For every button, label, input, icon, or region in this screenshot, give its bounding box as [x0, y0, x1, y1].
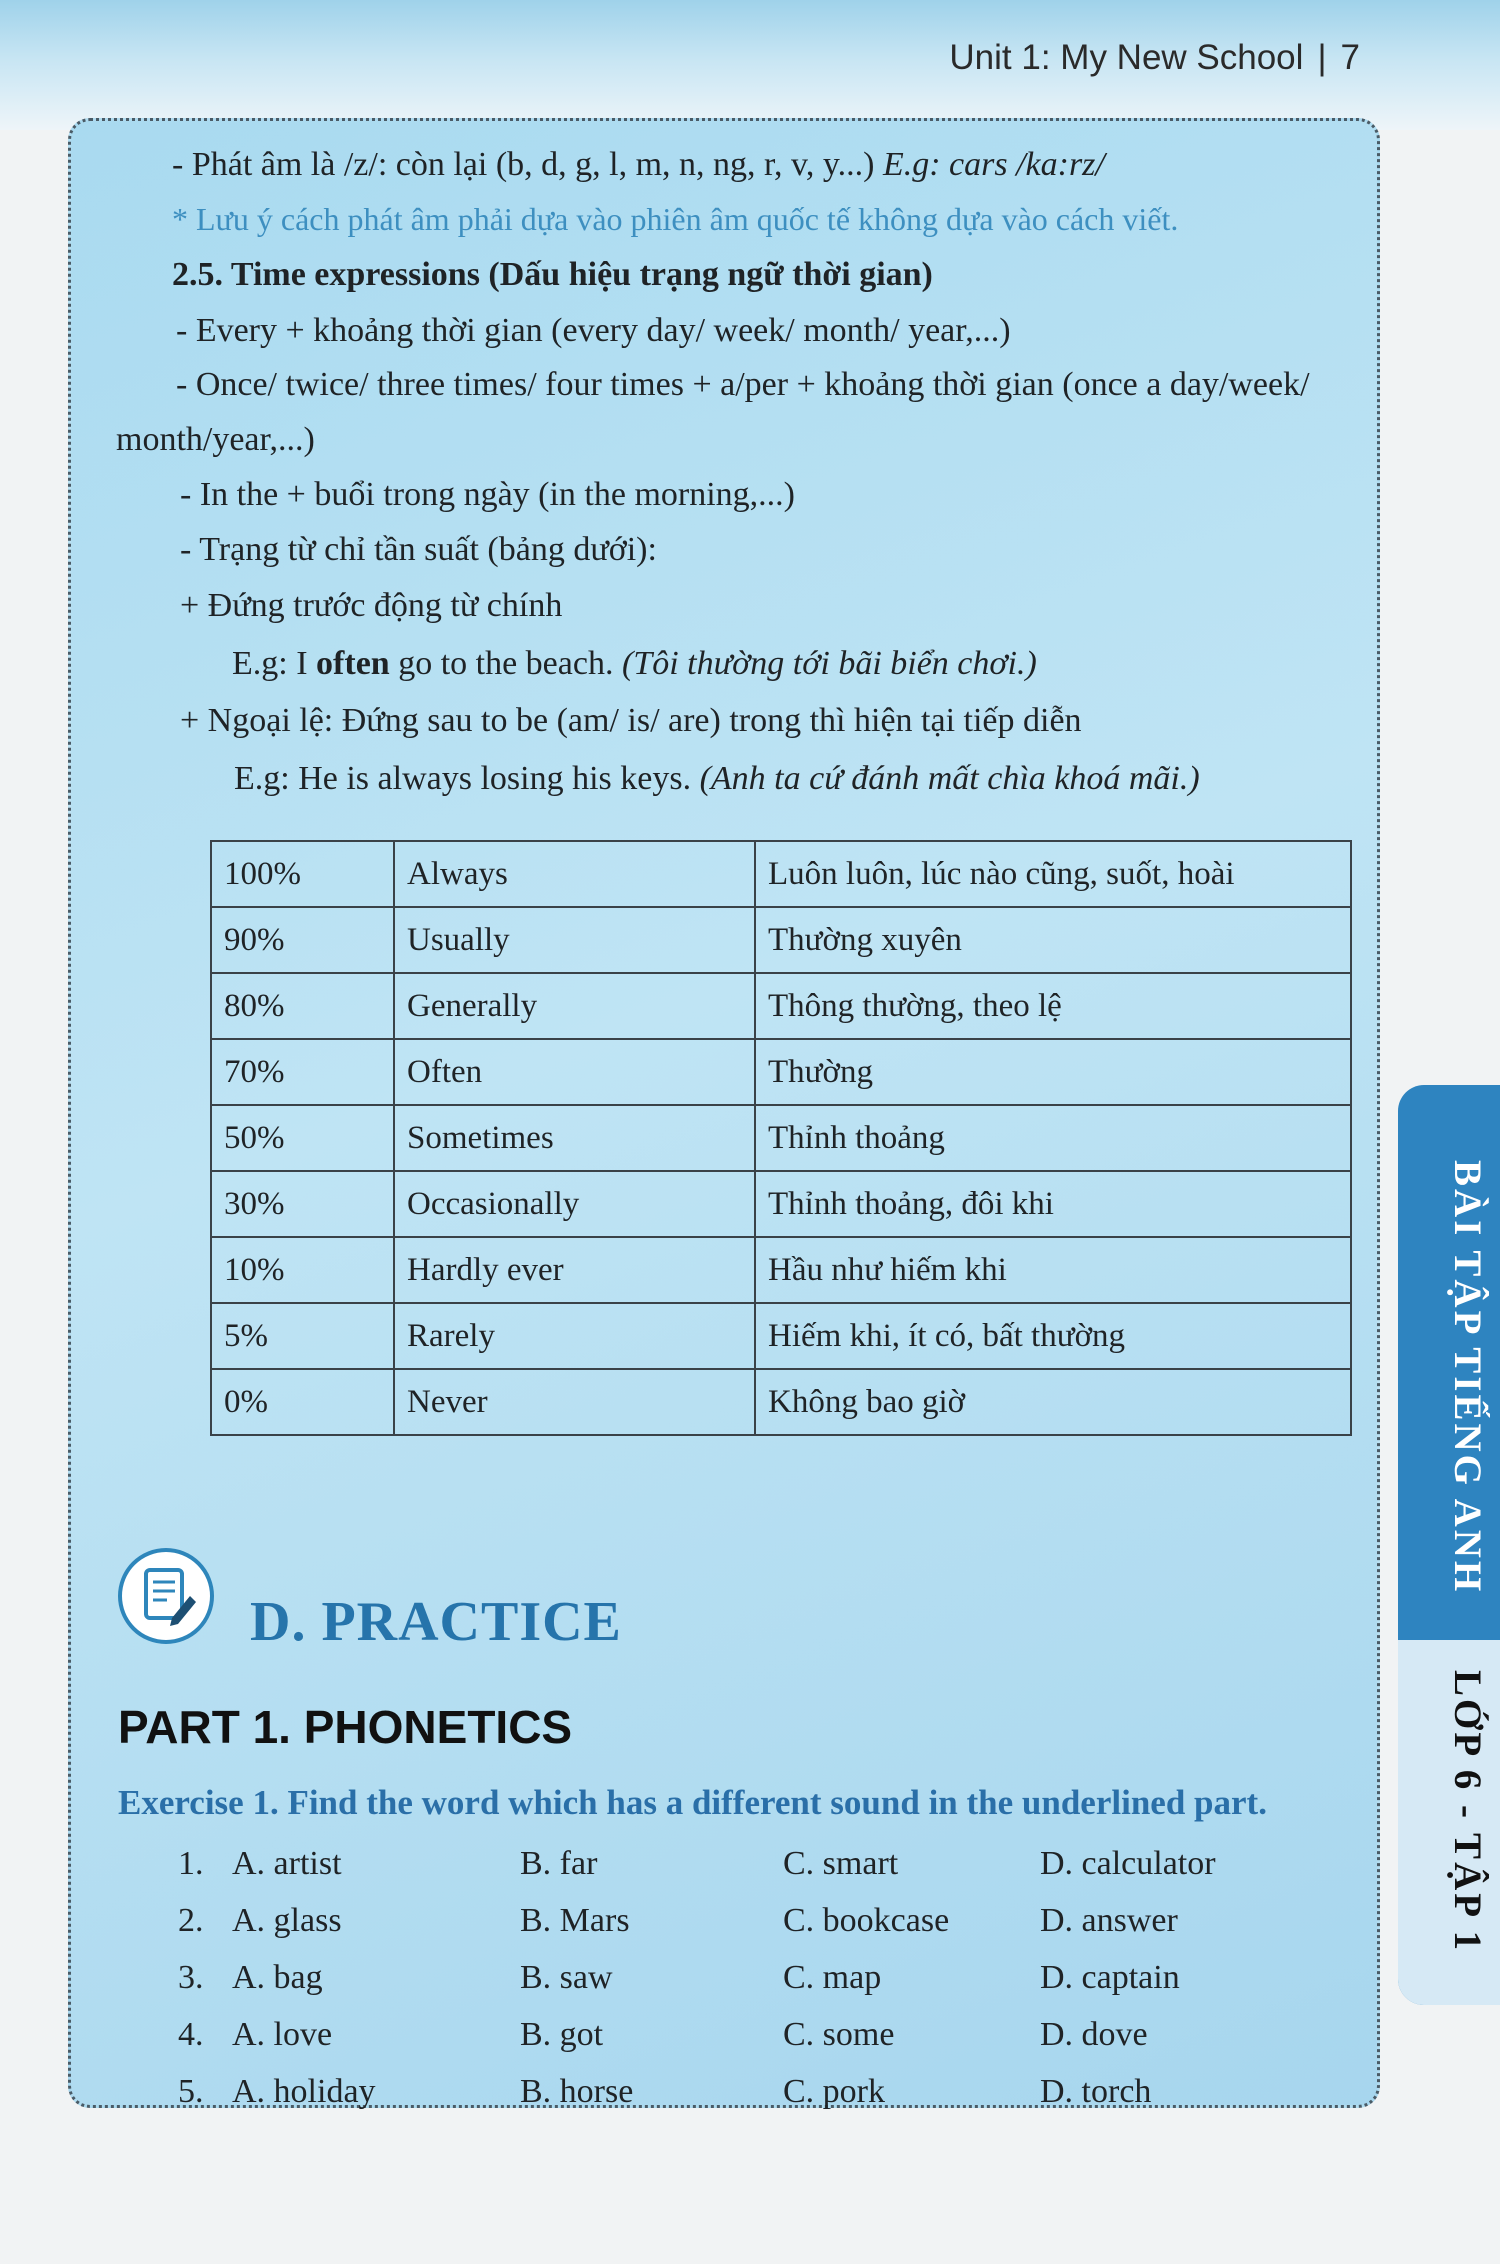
meaning-cell: Thỉnh thoảng: [755, 1105, 1351, 1171]
running-header: [949, 38, 1360, 78]
time-expression-item: + Đứng trước động từ chính: [180, 587, 563, 624]
percent-cell: 90%: [211, 907, 394, 973]
answer-option-c: C. smart: [783, 1845, 899, 1882]
side-tab-title: BÀI TẬP TIẾNG ANH: [1446, 1160, 1489, 1595]
adverb-cell: Occasionally: [394, 1171, 755, 1237]
table-row: [211, 1303, 1351, 1369]
table-row: [211, 973, 1351, 1039]
exercise-title: Exercise 1. Find the word which has a different sound in the underlined part.: [118, 1783, 1267, 1822]
example-keyword: often: [316, 645, 390, 682]
answer-option-d: D. captain: [1040, 1959, 1180, 1996]
meaning-cell: Thỉnh thoảng, đôi khi: [755, 1171, 1351, 1237]
answer-option-d: D. torch: [1040, 2073, 1152, 2110]
section-title: 2.5. Time expressions (Dấu hiệu trạng ngữ thời gian): [172, 256, 933, 293]
example-often: [232, 645, 1037, 683]
example-translation: (Tôi thường tới bãi biển chơi.): [621, 645, 1037, 682]
meaning-cell: Không bao giờ: [755, 1369, 1351, 1435]
meaning-cell: Thông thường, theo lệ: [755, 973, 1351, 1039]
answer-option-c: C. some: [783, 2016, 895, 2053]
answer-option-c: C. map: [783, 1959, 882, 1996]
time-expression-item: - Trạng từ chỉ tần suất (bảng dưới):: [180, 531, 657, 568]
header-separator: |: [1317, 38, 1327, 77]
percent-cell: 10%: [211, 1237, 394, 1303]
meaning-cell: Thường: [755, 1039, 1351, 1105]
time-expression-item: - In the + buổi trong ngày (in the morning,...): [180, 476, 796, 513]
meaning-cell: Luôn luôn, lúc nào cũng, suốt, hoài: [755, 841, 1351, 907]
table-row: [211, 1039, 1351, 1105]
table-row: [211, 1369, 1351, 1435]
adverb-cell: Never: [394, 1369, 755, 1435]
time-expression-item: - Once/ twice/ three times/ four times + a/per + khoảng thời gian (once a day/week/: [176, 366, 1310, 403]
adverb-cell: Usually: [394, 907, 755, 973]
percent-cell: 70%: [211, 1039, 394, 1105]
percent-cell: 5%: [211, 1303, 394, 1369]
answer-option-b: B. horse: [520, 2073, 634, 2110]
answer-option-c: C. bookcase: [783, 1902, 950, 1939]
question-number: 3.: [178, 1959, 204, 1996]
example-translation: (Anh ta cứ đánh mất chìa khoá mãi.): [699, 760, 1200, 797]
percent-cell: 30%: [211, 1171, 394, 1237]
answer-option-b: B. far: [520, 1845, 598, 1882]
question-number: 2.: [178, 1902, 204, 1939]
pronunciation-rule-z: [172, 146, 1105, 184]
example-text: E.g: He is always losing his keys.: [234, 760, 692, 797]
adverb-cell: Always: [394, 841, 755, 907]
page-number: 7: [1340, 38, 1360, 77]
table-row: [211, 907, 1351, 973]
percent-cell: 50%: [211, 1105, 394, 1171]
frequency-table: [210, 840, 1352, 1436]
adverb-cell: Sometimes: [394, 1105, 755, 1171]
answer-option-d: D. answer: [1040, 1902, 1178, 1939]
example-text: E.g: I: [232, 645, 317, 682]
notebook-pencil-icon: [118, 1548, 214, 1644]
percent-cell: 80%: [211, 973, 394, 1039]
answer-option-a: A. bag: [232, 1959, 323, 1996]
pronunciation-note: * Lưu ý cách phát âm phải dựa vào phiên âm quốc tế không dựa vào cách viết.: [172, 201, 1179, 237]
answer-option-b: B. got: [520, 2016, 604, 2053]
table-row: [211, 841, 1351, 907]
answer-option-a: A. holiday: [232, 2073, 376, 2110]
practice-title: D. PRACTICE: [250, 1591, 622, 1653]
example-always: [234, 760, 1200, 798]
part-title: PART 1. PHONETICS: [118, 1701, 573, 1753]
question-number: 5.: [178, 2073, 204, 2110]
table-row: [211, 1237, 1351, 1303]
meaning-cell: Hiếm khi, ít có, bất thường: [755, 1303, 1351, 1369]
page-header: [0, 0, 1500, 130]
answer-option-b: B. saw: [520, 1959, 613, 1996]
answer-option-a: A. love: [232, 2016, 333, 2053]
side-tab-subtitle: LỚP 6 - TẬP 1: [1446, 1670, 1489, 1954]
exception-rule: + Ngoại lệ: Đứng sau to be (am/ is/ are) trong thì hiện tại tiếp diễn: [180, 702, 1082, 739]
time-expression-item: - Every + khoảng thời gian (every day/ week/ month/ year,...): [176, 312, 1011, 349]
answer-option-d: D. calculator: [1040, 1845, 1216, 1882]
pronunciation-example: E.g: cars /ka:rz/: [882, 146, 1105, 183]
meaning-cell: Thường xuyên: [755, 907, 1351, 973]
adverb-cell: Rarely: [394, 1303, 755, 1369]
question-number: 4.: [178, 2016, 204, 2053]
example-text: go to the beach.: [389, 645, 614, 682]
answer-option-a: A. artist: [232, 1845, 342, 1882]
answer-option-a: A. glass: [232, 1902, 342, 1939]
answer-option-c: C. pork: [783, 2073, 885, 2110]
percent-cell: 100%: [211, 841, 394, 907]
question-number: 1.: [178, 1845, 204, 1882]
answer-option-b: B. Mars: [520, 1902, 630, 1939]
adverb-cell: Generally: [394, 973, 755, 1039]
pronunciation-rule-text: - Phát âm là /z/: còn lại (b, d, g, l, m, n, ng, r, v, y...): [172, 146, 875, 183]
answer-option-d: D. dove: [1040, 2016, 1148, 2053]
adverb-cell: Often: [394, 1039, 755, 1105]
adverb-cell: Hardly ever: [394, 1237, 755, 1303]
meaning-cell: Hầu như hiếm khi: [755, 1237, 1351, 1303]
table-row: [211, 1171, 1351, 1237]
unit-title: Unit 1: My New School: [949, 38, 1304, 77]
time-expression-item: month/year,...): [116, 421, 315, 458]
table-row: [211, 1105, 1351, 1171]
percent-cell: 0%: [211, 1369, 394, 1435]
